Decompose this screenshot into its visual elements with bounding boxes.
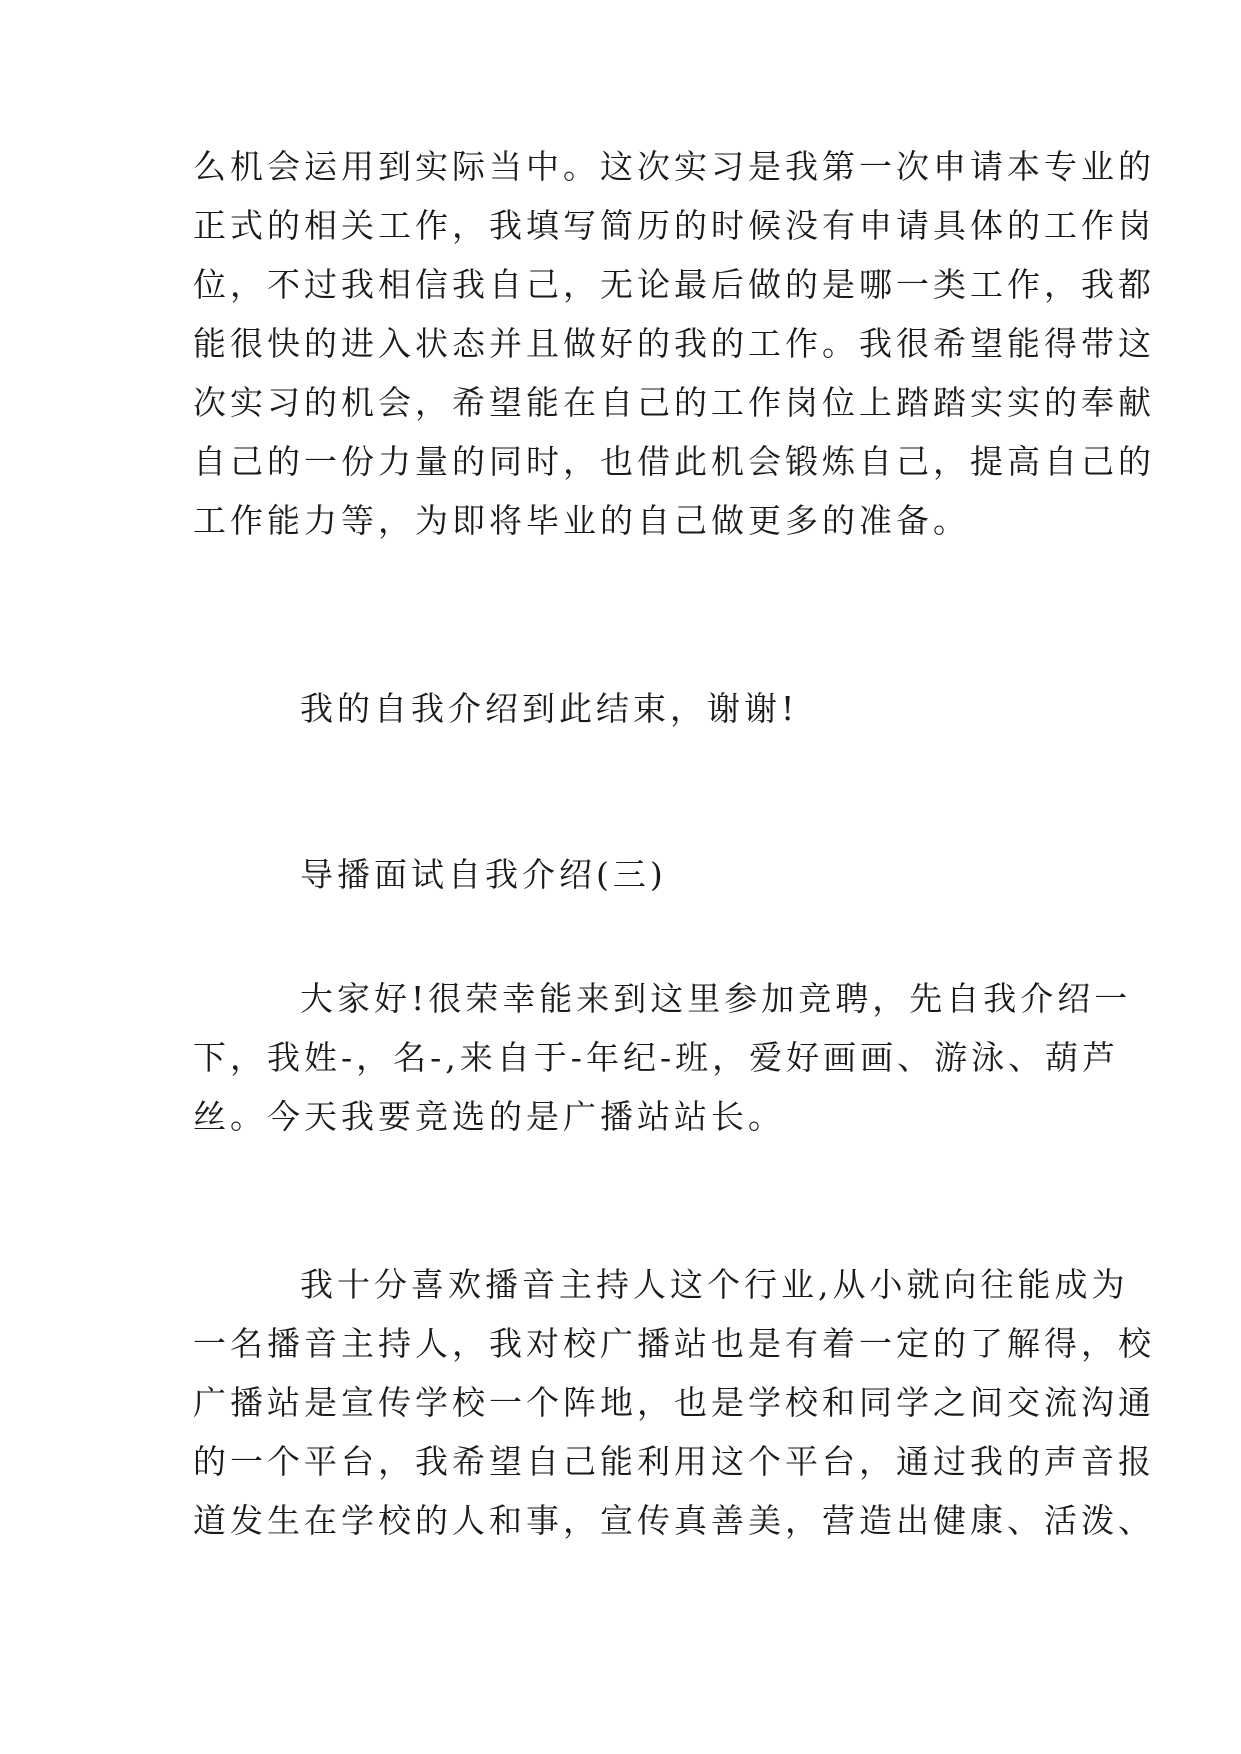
paragraph-line: 么机会运用到实际当中。这次实习是我第一次申请本专业的 [193, 147, 1155, 186]
paragraph-line: 一名播音主持人，我对校广播站也是有着一定的了解得，校 [193, 1324, 1155, 1363]
paragraph-line: 丝。今天我要竞选的是广播站站长。 [193, 1097, 785, 1136]
paragraph-line: 大家好!很荣幸能来到这里参加竞聘，先自我介绍一 [300, 979, 1132, 1018]
paragraph-line: 次实习的机会，希望能在自己的工作岗位上踏踏实实的奉献 [193, 383, 1155, 422]
paragraph-line: 能很快的进入状态并且做好的我的工作。我很希望能得带这 [193, 324, 1155, 363]
paragraph-line: 道发生在学校的人和事，宣传真善美，营造出健康、活泼、 [193, 1501, 1155, 1540]
paragraph-line: 的一个平台，我希望自己能利用这个平台，通过我的声音报 [193, 1442, 1155, 1481]
paragraph-line: 自己的一份力量的同时，也借此机会锻炼自己，提高自己的 [193, 442, 1155, 481]
closing-line: 我的自我介绍到此结束，谢谢! [300, 689, 799, 728]
paragraph-line: 我十分喜欢播音主持人这个行业,从小就向往能成为 [300, 1265, 1129, 1304]
section-heading: 导播面试自我介绍(三) [300, 855, 667, 894]
paragraph-line: 下，我姓-，名-,来自于-年纪-班，爱好画画、游泳、葫芦 [193, 1038, 1120, 1077]
paragraph-line: 正式的相关工作，我填写简历的时候没有申请具体的工作岗 [193, 206, 1155, 245]
paragraph-line: 工作能力等，为即将毕业的自己做更多的准备。 [193, 501, 970, 540]
paragraph-line: 位，不过我相信我自己，无论最后做的是哪一类工作，我都 [193, 265, 1155, 304]
paragraph-line: 广播站是宣传学校一个阵地，也是学校和同学之间交流沟通 [193, 1383, 1155, 1422]
